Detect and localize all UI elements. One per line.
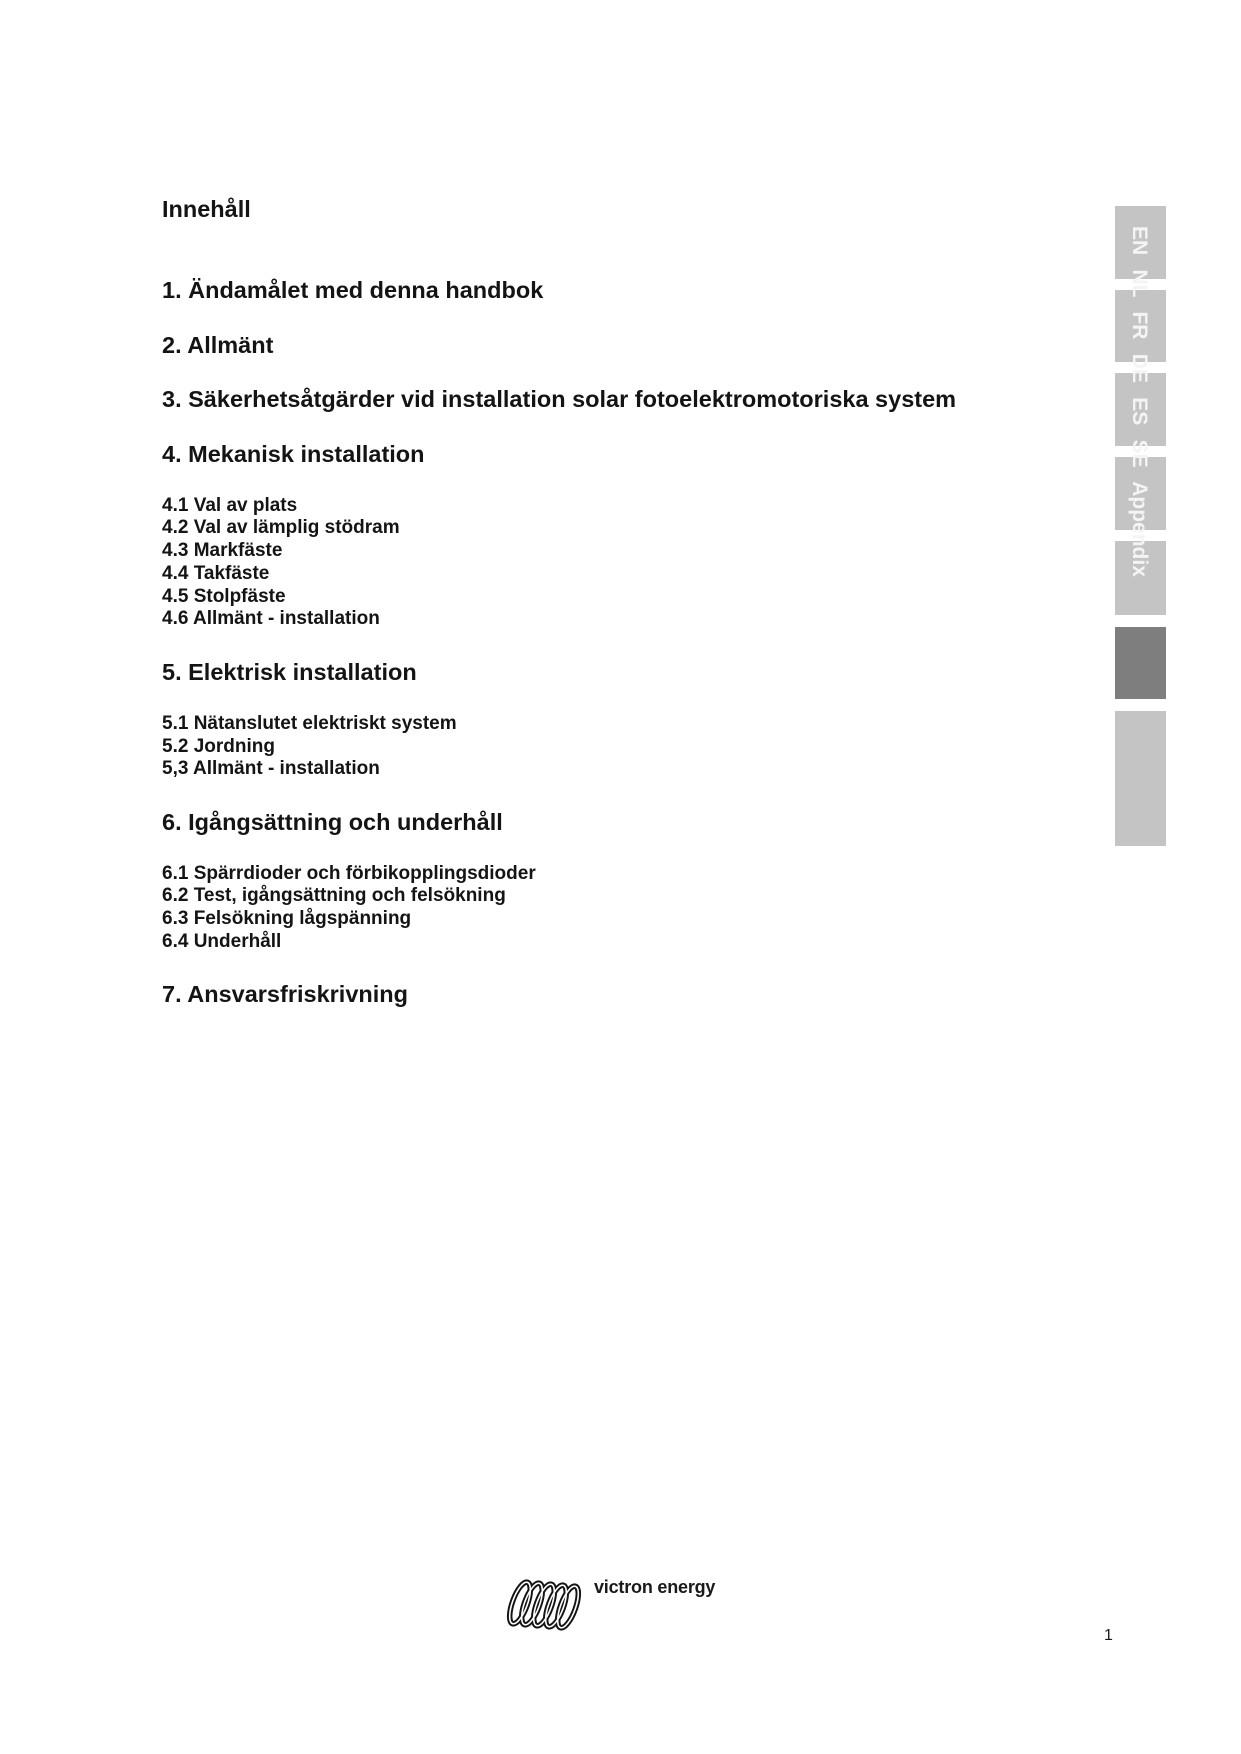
toc-heading: 3. Säkerhetsåtgärder vid installation solar fotoelektromotoriska system xyxy=(162,386,957,412)
toc-heading: 4. Mekanisk installation xyxy=(162,440,425,467)
toc-subsection-item: 4.1 Val av plats xyxy=(162,494,298,516)
toc-heading: 2. Allmänt xyxy=(162,331,274,358)
toc-heading: 6. Igångsättning och underhåll xyxy=(162,808,503,835)
toc-subsection-item: 4.2 Val av lämplig stödram xyxy=(162,517,400,539)
toc-subsection-item: 6.1 Spärrdioder och förbikopplingsdioder xyxy=(162,862,536,884)
toc-title: Innehåll xyxy=(162,196,251,222)
side-tab-block-7 xyxy=(1115,711,1166,846)
toc-section-3 xyxy=(162,385,1082,413)
victron-coil-logo-icon xyxy=(506,1576,590,1632)
toc-heading: 5. Elektrisk installation xyxy=(162,658,417,685)
toc-heading: 7. Ansvarsfriskrivning xyxy=(162,981,408,1008)
page-number: 1 xyxy=(1104,1627,1113,1644)
toc-section-7 xyxy=(162,980,1082,1008)
toc-subsection-item: 4.4 Takfäste xyxy=(162,562,270,584)
toc-section-5 xyxy=(162,658,1082,781)
toc-subsection-item: 6.2 Test, igångsättning och felsökning xyxy=(162,885,506,907)
toc-subsection-list xyxy=(162,713,1082,781)
toc-subsection-list xyxy=(162,495,1082,632)
toc-section-6 xyxy=(162,808,1082,954)
toc-subsection-item: 5,3 Allmänt - installation xyxy=(162,758,380,780)
toc-subsection-item: 6.4 Underhåll xyxy=(162,931,282,953)
toc-subsection-item: 5.2 Jordning xyxy=(162,735,275,757)
toc-subsection-list xyxy=(162,863,1082,954)
toc-heading: 1. Ändamålet med denna handbok xyxy=(162,277,544,303)
toc-subsection-item: 5.1 Nätanslutet elektriskt system xyxy=(162,712,457,734)
language-tab-labels: EN NL FR DE ES SE Appendix xyxy=(1128,226,1151,577)
side-tab-block-active xyxy=(1115,627,1166,699)
toc-section-1 xyxy=(162,276,1082,304)
toc-section-2 xyxy=(162,331,1082,359)
toc-section-4 xyxy=(162,440,1082,632)
toc-subsection-item: 4.3 Markfäste xyxy=(162,540,283,562)
table-of-contents xyxy=(162,195,1082,1008)
toc-subsection-item: 4.5 Stolpfäste xyxy=(162,585,286,607)
toc-subsection-item: 6.3 Felsökning lågspänning xyxy=(162,908,412,930)
victron-logo-text: victron energy xyxy=(594,1577,716,1597)
toc-subsection-item: 4.6 Allmänt - installation xyxy=(162,608,380,630)
